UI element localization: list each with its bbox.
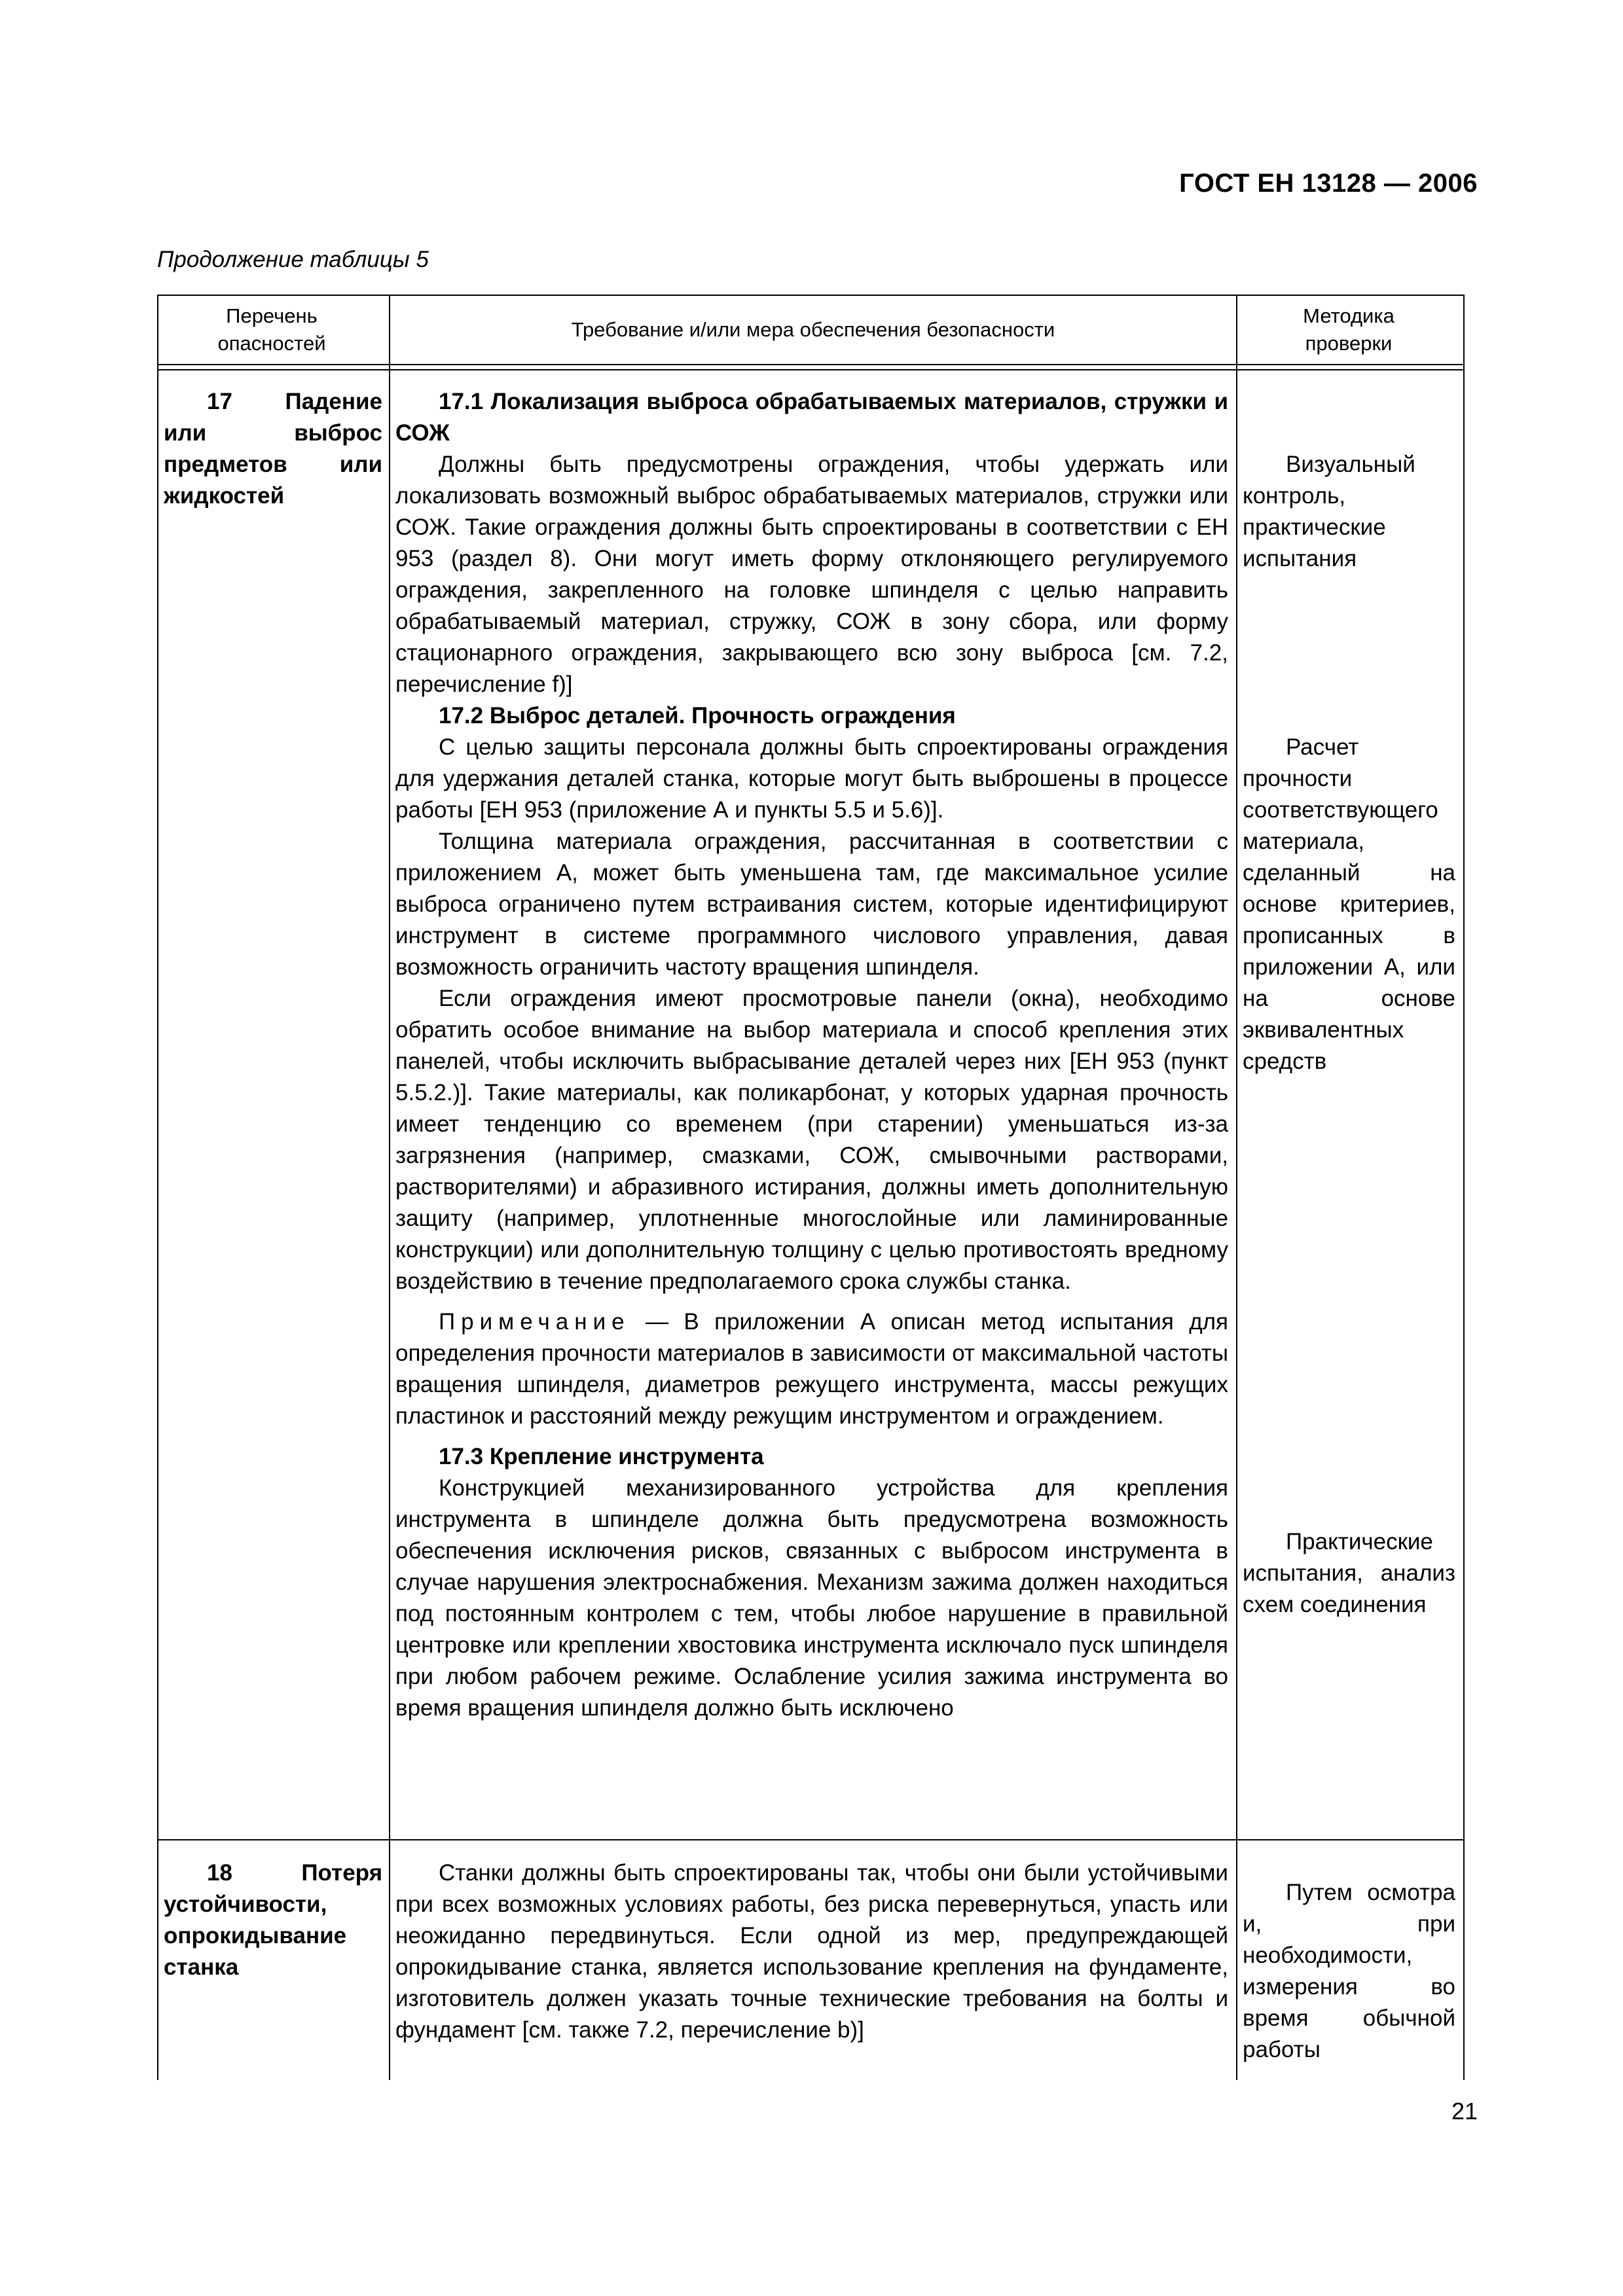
- paragraph: Конструкцией механизированного устройства для крепления инструмента в шпинделе должна быть предусмотрена возможность обеспечения исключения рисков, связанных с выбросом инструмента в случае нарушения электроснабжения. Механизм зажима должен находиться под постоянным контролем с тем, чтобы любое нарушение в правильной центровке или креплении хвостовика инструмента исключало пуск шпинделя при любом рабочем режиме. Ослабление усилия зажима инструмента во время вращения шпинделя должно быть исключено: [395, 1475, 1228, 1721]
- note: [395, 1306, 1228, 1432]
- method-cell-17-3: [1243, 1526, 1455, 1621]
- table-col-divider-2: [1236, 295, 1237, 2080]
- column-header-requirement: Требование и/или мера обеспечения безопасности: [571, 318, 1055, 341]
- section-heading-17-3: 17.3 Крепление инструмента: [439, 1444, 764, 1469]
- requirement-cell-17: [395, 386, 1228, 1724]
- table-continuation-caption: Продолжение таблицы 5: [157, 247, 429, 272]
- paragraph: Должны быть предусмотрены ограждения, чтобы удержать или локализовать возможный выброс обрабатываемых материалов, стружки или СОЖ. Такие ограждения должны быть спроектированы в соответствии с ЕН 953 (раздел 8). Они могут иметь форму отклоняющего регулируемого ограждения, закрепленного на головке шпинделя с целью направить обрабатываемый материал, стружку, СОЖ в зону сбора, или форму стационарного ограждения, закрывающего всю зону выброса [см. 7.2, перечисление f)]: [395, 452, 1228, 697]
- table-col-divider-1: [389, 295, 390, 2080]
- paragraph: С целью защиты персонала должны быть спроектированы ограждения для удержания деталей станка, которые могут быть выброшены в процессе работы [ЕН 953 (приложение А и пункты 5.5 и 5.6)].: [395, 734, 1228, 823]
- method-text: Визуальный контроль, практические испытания: [1243, 452, 1415, 571]
- hazard-text: 17 Падение или выброс предметов или жидкостей: [164, 389, 382, 509]
- table-left-border: [157, 295, 158, 2080]
- method-cell-18: [1243, 1877, 1455, 2066]
- table-top-border: [157, 295, 1465, 296]
- hazard-cell-17: [164, 386, 382, 512]
- column-header-hazards: Перечень опасностей: [217, 304, 326, 355]
- table-header-border-double: [157, 369, 1465, 370]
- column-header-method: Методика проверки: [1303, 304, 1395, 355]
- table-right-border: [1463, 295, 1465, 2080]
- note-label: Примечание: [439, 1309, 630, 1335]
- note-text: — В приложении А описан метод испытания для определения прочности материалов в зависимости от максимальной частоты вращения шпинделя, диаметров режущего инструмента, массы режущих пластинок и расстояний между режущим инструментом и ограждением.: [395, 1309, 1228, 1429]
- hazard-text: 18 Потеря устойчивости, опрокидывание станка: [164, 1860, 382, 1980]
- page-number: 21: [1451, 2098, 1478, 2125]
- method-text: Расчет прочности соответствующего материала, сделанный на основе критериев, прописанных в приложении А, или на основе эквивалентных средств: [1243, 734, 1455, 1074]
- section-heading-17-2: 17.2 Выброс деталей. Прочность ограждения: [439, 703, 956, 728]
- method-cell-17-2: [1243, 732, 1455, 1077]
- document-code: ГОСТ ЕН 13128 — 2006: [1179, 169, 1478, 198]
- hazard-cell-18: [164, 1857, 382, 1983]
- paragraph: Если ограждения имеют просмотровые панели (окна), необходимо обратить особое внимание на выбор материала и способ крепления этих панелей, чтобы исключить выбрасывание деталей через них [ЕН 953 (пункт 5.5.2.)]. Такие материалы, как поликарбонат, у которых ударная прочность имеет тенденцию со временем (при старении) уменьшаться из-за загрязнения (например, смазками, СОЖ, смывочными растворами, растворителями) и абразивного истирания, должны иметь дополнительную защиту (например, уплотненные многослойные или ламинированные конструкции) или дополнительную толщину с целью противостоять вредному воздействию в течение предполагаемого срока службы станка.: [395, 986, 1228, 1294]
- paragraph: Толщина материала ограждения, рассчитанная в соответствии с приложением А, может быть уменьшена там, где максимальное усилие выброса ограничено путем встраивания систем, которые идентифицируют инструмент в системе программного числового управления, давая возможность ограничить частоту вращения шпинделя.: [395, 829, 1228, 980]
- method-text: Практические испытания, анализ схем соединения: [1243, 1529, 1455, 1617]
- section-heading-17-1: 17.1 Локализация выброса обрабатываемых материалов, стружки и СОЖ: [395, 389, 1228, 446]
- method-cell-17-1: [1243, 449, 1455, 575]
- table-row-divider: [157, 1839, 1465, 1840]
- paragraph: Станки должны быть спроектированы так, чтобы они были устойчивыми при всех возможных условиях работы, без риска перевернуться, упасть или неожиданно передвинуться. Если одной из мер, предупреждающей опрокидывание станка, является использование крепления на фундаменте, изготовитель должен указать точные технические требования на болты и фундамент [см. также 7.2, перечисление b)]: [395, 1860, 1228, 2043]
- table-header-border: [157, 364, 1465, 365]
- method-text: Путем осмотра и, при необходимости, измерения во время обычной работы: [1243, 1880, 1455, 2062]
- requirement-cell-18: [395, 1857, 1228, 2046]
